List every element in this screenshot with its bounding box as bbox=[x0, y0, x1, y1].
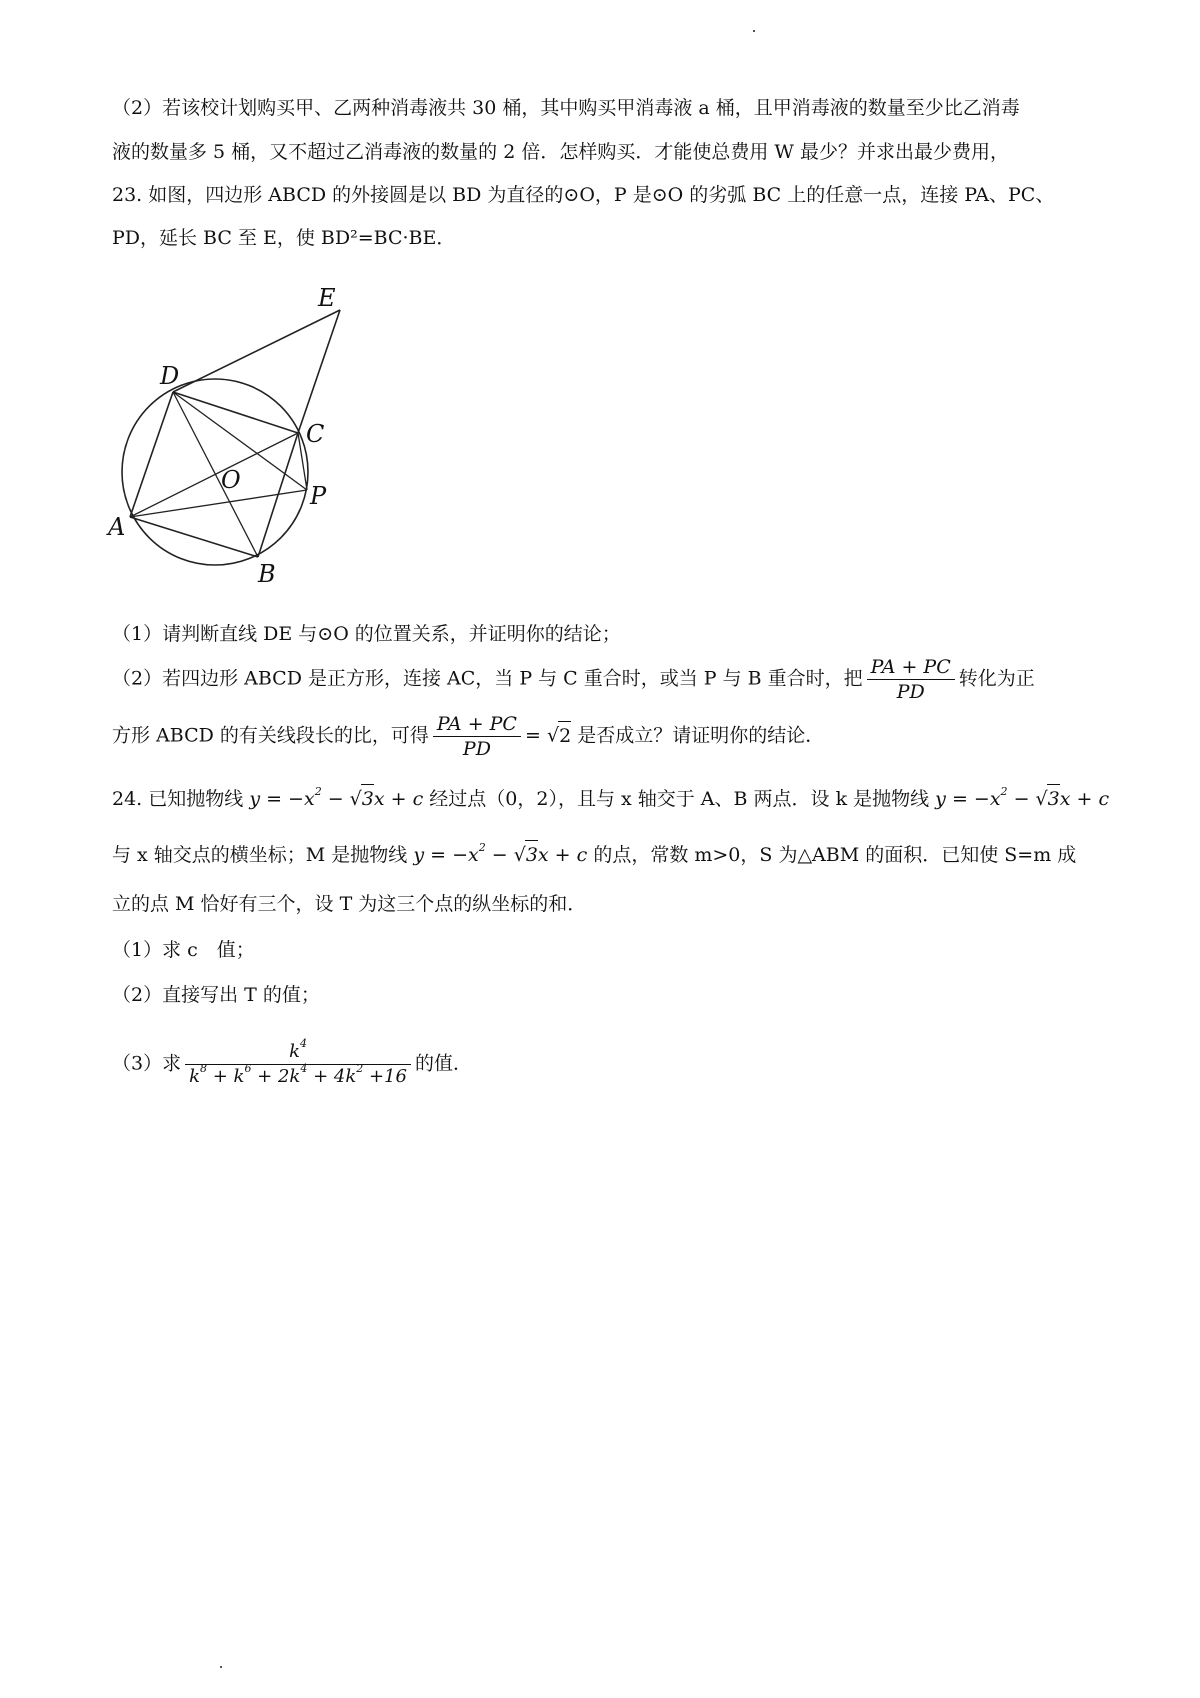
label-a: A bbox=[108, 513, 126, 541]
segment-de bbox=[173, 310, 340, 392]
sqrt-2: 2 bbox=[558, 721, 571, 750]
text-span: 是否成立？请证明你的结论． bbox=[577, 724, 825, 747]
text-span: 24. 已知抛物线 bbox=[112, 788, 244, 810]
text-line: 液的数量多 5 桶，又不超过乙消毒液的数量的 2 倍．怎样购买．才能使总费用 W 最少？并求出最少费用， bbox=[112, 141, 1009, 163]
problem-24-stem bbox=[112, 784, 1109, 813]
text-line: 方形 ABCD 的有关线段长的比，可得 $\frac{PA + PC}{PD}$ = √2 是否成立？请证明你的结论． bbox=[112, 713, 825, 760]
text-span: 的值． bbox=[414, 1052, 472, 1075]
text-line: （2）若该校计划购买甲、乙两种消毒液共 30 桶，其中购买甲消毒液 a 桶，且甲消毒液的数量至少比乙消毒 bbox=[112, 97, 1020, 119]
text-line bbox=[112, 840, 1076, 869]
parabola-expression: $y = -x^2 - √3x + c$ bbox=[935, 788, 1109, 810]
label-e: E bbox=[318, 284, 336, 312]
segment-cd bbox=[173, 392, 298, 433]
text-span: 转化为正 bbox=[958, 667, 1035, 690]
parabola-expression: $y = -x^2 - √3x + c$ bbox=[413, 844, 587, 866]
geometry-figure bbox=[100, 275, 460, 605]
text-line bbox=[112, 655, 1035, 704]
problem-23-stem: 23. 如图，四边形 ABCD 的外接圆是以 BD 为直径的⊙O，P 是⊙O 的劣弧 BC 上的任意一点，连接 PA、PC、 bbox=[112, 184, 1055, 206]
text-span: 的点，常数 m>0，S 为△ABM 的面积．已知使 S=m 成 bbox=[593, 844, 1077, 866]
label-o: O bbox=[221, 466, 241, 494]
fraction-denominator: $k^8 + k^6 + 2k^4 + 4k^2 +16$ bbox=[189, 1062, 407, 1087]
label-d: D bbox=[160, 362, 180, 390]
label-c: C bbox=[306, 420, 325, 448]
fraction-numerator: PA + PC bbox=[867, 655, 955, 680]
circle-o bbox=[122, 379, 308, 565]
label-b: B bbox=[258, 560, 276, 588]
text-span: （2）若四边形 ABCD 是正方形，连接 AC，当 P 与 C 重合时，或当 P 与 B 重合时，把 bbox=[112, 667, 863, 690]
text-line: （2）直接写出 T 的值； bbox=[112, 984, 320, 1006]
text-span: 方形 ABCD 的有关线段长的比，可得 bbox=[112, 724, 429, 747]
scan-dot bbox=[220, 1666, 222, 1668]
text-span: 经过点（0，2），且与 x 轴交于 A、B 两点．设 k 是抛物线 bbox=[429, 788, 930, 810]
text-span: （3）求 bbox=[112, 1052, 182, 1075]
segment-ce bbox=[298, 310, 340, 433]
text-line: （1）求 c 值； bbox=[112, 939, 255, 961]
text-line: （1）请判断直线 DE 与⊙O 的位置关系，并证明你的结论； bbox=[112, 623, 621, 645]
fraction-k bbox=[185, 1037, 411, 1089]
parabola-expression: $y = -x^2 - √3x + c$ bbox=[249, 788, 423, 810]
fraction-pa-pc-pd bbox=[867, 655, 955, 704]
fraction-denominator: PD bbox=[896, 681, 925, 703]
label-p: P bbox=[310, 482, 327, 510]
text-span: 与 x 轴交点的横坐标；M 是抛物线 bbox=[112, 844, 408, 866]
text-line: 立的点 M 恰好有三个，设 T 为这三个点的纵坐标的和． bbox=[112, 893, 587, 915]
text-line: PD，延长 BC 至 E，使 BD²=BC·BE． bbox=[112, 227, 456, 249]
fraction-numerator: $k^4$ bbox=[185, 1040, 411, 1065]
scan-dot bbox=[753, 30, 755, 32]
text-line bbox=[112, 1037, 472, 1089]
equals-sign: = bbox=[524, 724, 541, 747]
fraction-denominator: PD bbox=[462, 738, 491, 760]
fraction-pa-pc-pd bbox=[433, 712, 521, 761]
fraction-numerator: PA + PC bbox=[433, 712, 521, 737]
